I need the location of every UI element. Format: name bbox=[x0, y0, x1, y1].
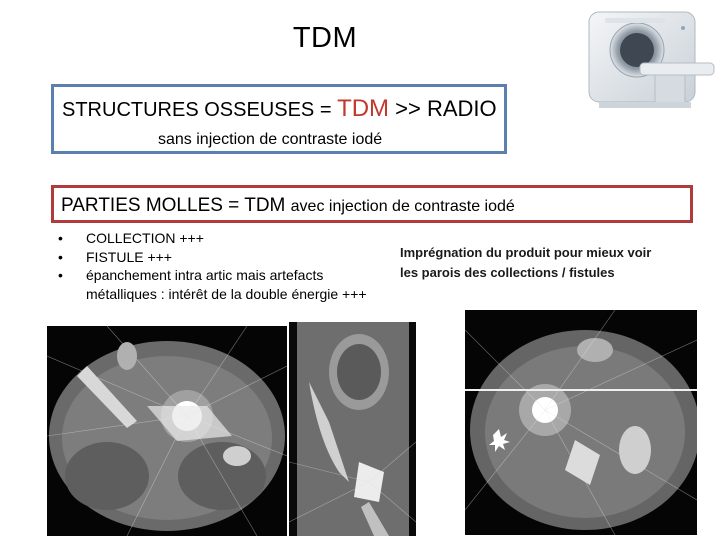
ct-image-coronal bbox=[289, 322, 416, 536]
slide-title: TDM bbox=[292, 22, 358, 54]
list-item bbox=[58, 266, 367, 285]
list-item bbox=[58, 229, 367, 248]
soft-tissue-heading bbox=[61, 195, 515, 217]
ct-image-axial-hip bbox=[47, 326, 287, 536]
soft-tissue-detail: avec injection de contraste iodé bbox=[290, 198, 515, 215]
bullet-continuation: métalliques : intérêt de la double énergie +++ bbox=[86, 285, 367, 302]
bone-structures-box bbox=[51, 84, 507, 154]
radio-suffix: >> RADIO bbox=[389, 96, 497, 121]
list-item bbox=[58, 248, 367, 267]
bullet-list bbox=[58, 229, 367, 303]
bullet-marker: • bbox=[58, 248, 63, 265]
bullet-marker: • bbox=[58, 267, 63, 283]
ct-image-axial-artefacts bbox=[465, 310, 697, 535]
impregnation-note bbox=[400, 243, 651, 283]
bullet-text: COLLECTION +++ bbox=[86, 230, 204, 246]
bullet-text: FISTULE +++ bbox=[86, 248, 172, 265]
note-line-1: Imprégnation du produit pour mieux voir bbox=[400, 245, 652, 260]
soft-tissue-box bbox=[51, 185, 693, 223]
soft-tissue-main: PARTIES MOLLES = TDM bbox=[61, 195, 291, 216]
bone-prefix: STRUCTURES OSSEUSES = bbox=[62, 99, 338, 121]
bone-structures-heading bbox=[62, 95, 497, 123]
note-line-2: les parois des collections / fistules bbox=[400, 265, 615, 280]
bullet-marker: • bbox=[58, 230, 63, 246]
ct-scanner-image bbox=[585, 6, 717, 114]
bone-structures-subtitle: sans injection de contraste iodé bbox=[158, 131, 383, 148]
tdm-highlight: TDM bbox=[337, 95, 390, 122]
bullet-text: épanchement intra artic mais artefacts bbox=[86, 267, 324, 283]
